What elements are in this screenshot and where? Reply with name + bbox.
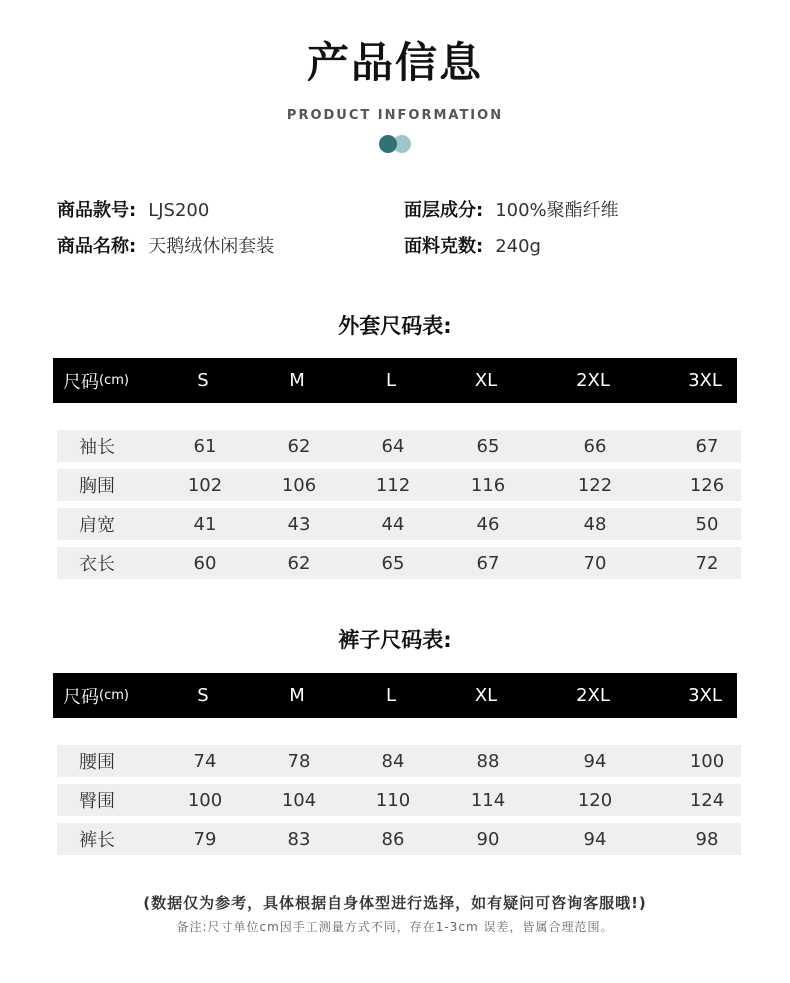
table-cell: 79 [193,828,217,850]
table-cell: 124 [689,789,725,811]
dark-dot-icon [379,135,397,153]
table-cell: 100 [689,750,725,772]
table-row [57,508,741,540]
size-header-unit: (cm) [99,688,129,703]
table-cell: 90 [476,828,500,850]
table-row [57,469,741,501]
table-cell: 98 [695,828,719,850]
size-m-header: M [289,685,305,706]
table-cell: 66 [583,435,607,457]
size-xl-header: XL [474,370,498,391]
table-cell: 46 [476,513,500,535]
table-cell: 86 [381,828,405,850]
fabric-label: 面层成分: [404,200,484,221]
row-label: 衣长 [79,554,115,575]
info-weight [404,232,541,258]
table-cell: 102 [187,474,223,496]
table-cell: 106 [281,474,317,496]
table-cell: 84 [381,750,405,772]
table-cell: 67 [476,552,500,574]
table-cell: 94 [583,750,607,772]
table-cell: 65 [476,435,500,457]
pants-table-title: 裤子尺码表: [338,628,452,652]
table-cell: 88 [476,750,500,772]
table-row [57,547,741,579]
weight-label: 面料克数: [404,236,484,257]
table-cell: 44 [381,513,405,535]
reference-note: (数据仅为参考，具体根据自身体型进行选择，如有疑问可咨询客服哦!) [143,894,647,912]
table-cell: 43 [287,513,311,535]
page-title: 产品信息 [306,38,483,87]
table-cell: 116 [470,474,506,496]
size-xl-header: XL [474,685,498,706]
weight-value: 240g [495,236,541,257]
size-header-label [63,358,129,403]
size-header-text: 尺码 [63,371,99,393]
size-2xl-header: 2XL [576,685,610,706]
table-cell: 70 [583,552,607,574]
table-cell: 126 [689,474,725,496]
measurement-note: 备注:尺寸单位cm因手工测量方式不同，存在1-3cm 误差，皆属合理范围。 [176,920,614,934]
table-cell: 104 [281,789,317,811]
table-row [57,823,741,855]
table-cell: 64 [381,435,405,457]
size-s-header: S [197,685,209,706]
info-fabric [404,196,619,222]
name-value: 天鹅绒休闲套装 [148,236,275,257]
table-cell: 72 [695,552,719,574]
table-cell: 50 [695,513,719,535]
size-header-text: 尺码 [63,686,99,708]
pants-table-header [53,673,737,718]
table-cell: 60 [193,552,217,574]
table-cell: 62 [287,552,311,574]
table-cell: 94 [583,828,607,850]
info-name [57,232,274,258]
fabric-value: 100%聚酯纤维 [495,200,619,221]
table-cell: 114 [470,789,506,811]
row-label: 袖长 [79,437,115,458]
decorative-dots [379,135,413,155]
table-cell: 62 [287,435,311,457]
row-label: 臀围 [79,791,115,812]
jacket-table-header [53,358,737,403]
table-row [57,430,741,462]
table-cell: 61 [193,435,217,457]
size-s-header: S [197,370,209,391]
table-cell: 67 [695,435,719,457]
table-cell: 78 [287,750,311,772]
table-cell: 120 [577,789,613,811]
size-header-label [63,673,129,718]
table-cell: 112 [375,474,411,496]
table-cell: 110 [375,789,411,811]
row-label: 腰围 [79,752,115,773]
size-l-header: L [385,370,397,391]
size-2xl-header: 2XL [576,370,610,391]
page-subtitle: PRODUCT INFORMATION [286,108,504,123]
size-l-header: L [385,685,397,706]
size-header-unit: (cm) [99,373,129,388]
row-label: 裤长 [79,830,115,851]
table-row [57,745,741,777]
table-cell: 65 [381,552,405,574]
jacket-table-title: 外套尺码表: [338,314,452,338]
info-model [57,196,209,222]
table-cell: 83 [287,828,311,850]
row-label: 胸围 [79,476,115,497]
row-label: 肩宽 [79,515,115,536]
table-cell: 100 [187,789,223,811]
model-label: 商品款号: [57,200,137,221]
name-label: 商品名称: [57,236,137,257]
size-3xl-header: 3XL [688,685,722,706]
table-cell: 122 [577,474,613,496]
table-cell: 74 [193,750,217,772]
model-value: LJS200 [148,200,210,221]
table-cell: 48 [583,513,607,535]
table-row [57,784,741,816]
size-3xl-header: 3XL [688,370,722,391]
size-m-header: M [289,370,305,391]
table-cell: 41 [193,513,217,535]
